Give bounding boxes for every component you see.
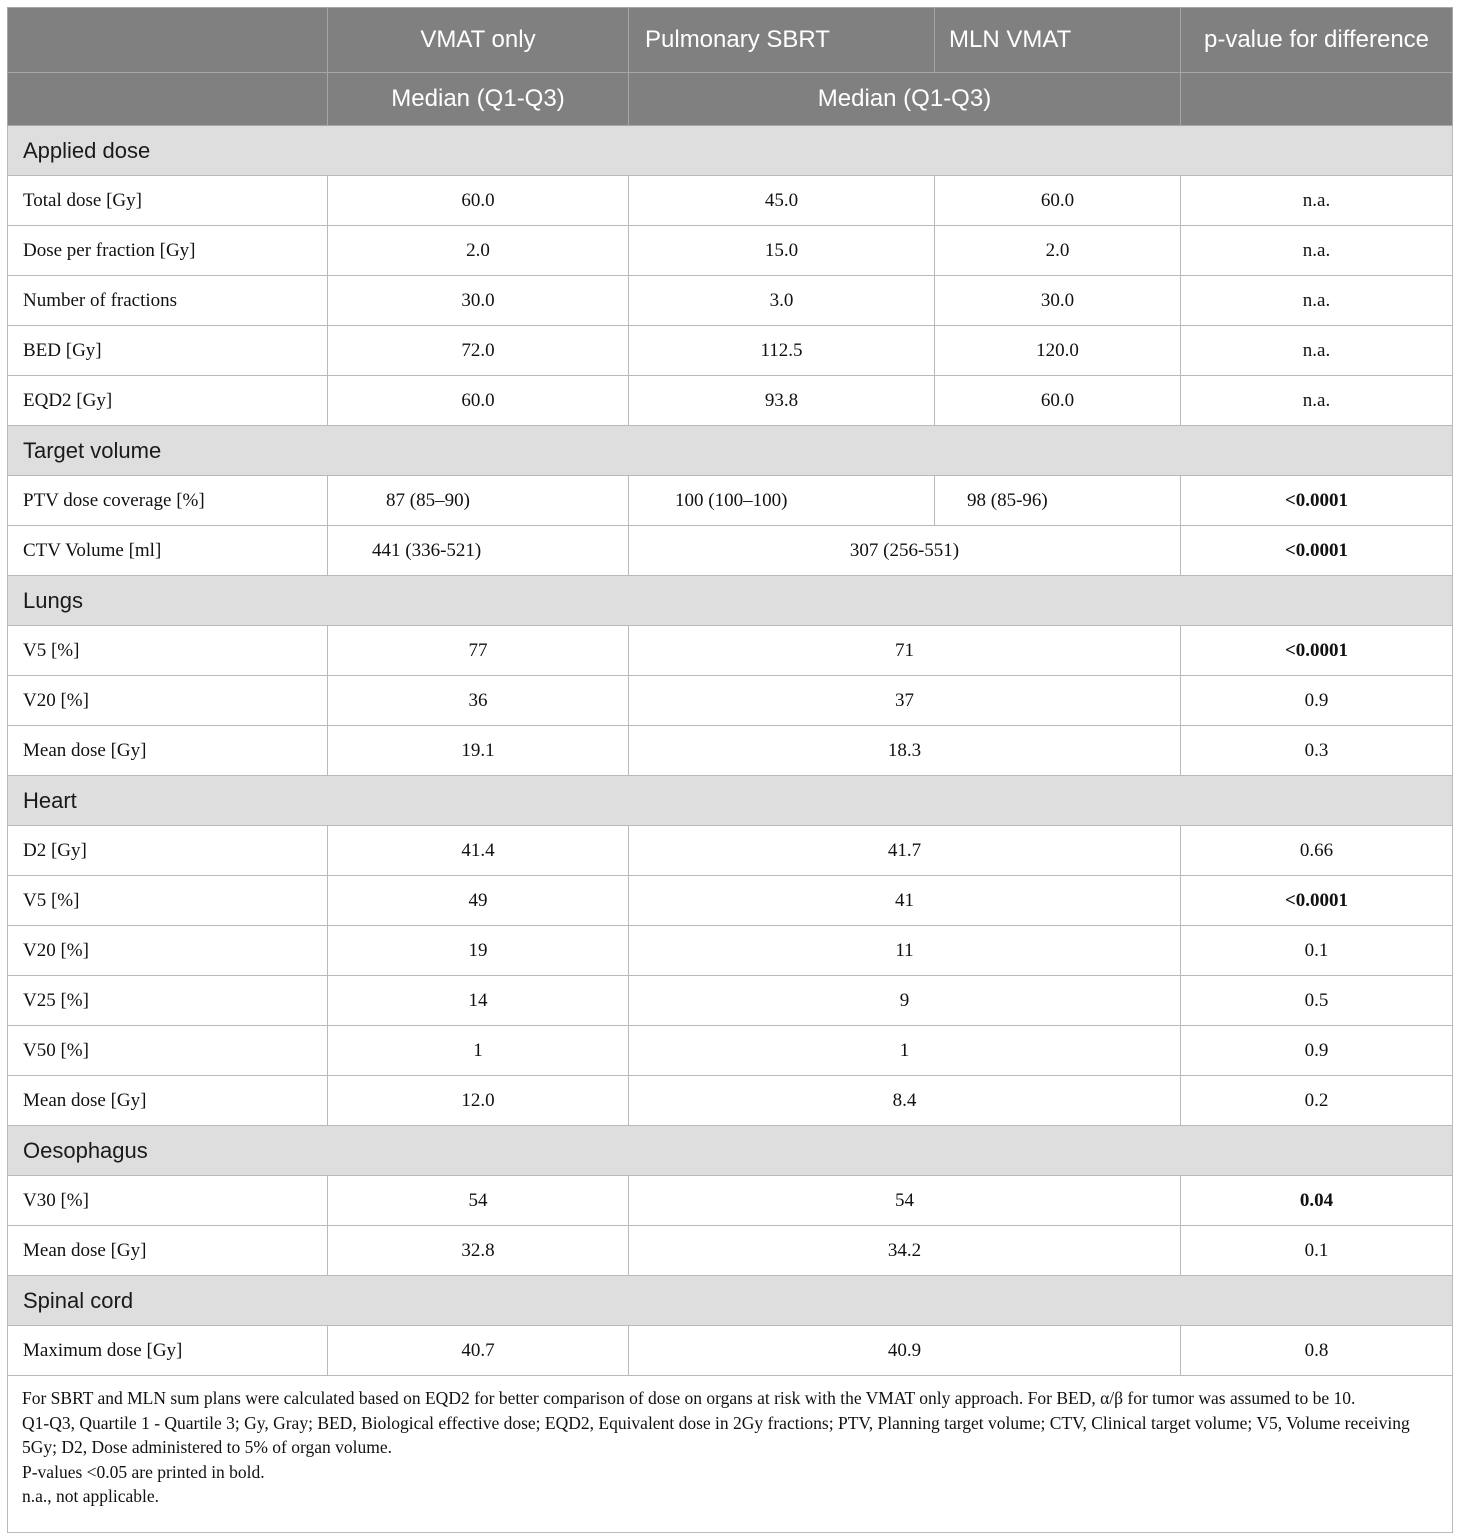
vmat-value: 41.4 [328, 826, 629, 876]
vmat-value: 441 (336-521) [328, 526, 629, 576]
vmat-value: 60.0 [328, 376, 629, 426]
table-row [8, 876, 1453, 926]
row-label: Mean dose [Gy] [8, 726, 328, 776]
header-empty-2 [8, 73, 328, 126]
p-value: 0.8 [1181, 1326, 1453, 1376]
table-row [8, 1076, 1453, 1126]
section-spinal-cord [8, 1276, 1453, 1326]
mln-value: 60.0 [935, 176, 1181, 226]
table-row [8, 176, 1453, 226]
combined-value: 18.3 [629, 726, 1181, 776]
table-footnote [8, 1376, 1453, 1533]
row-label: EQD2 [Gy] [8, 376, 328, 426]
section-heart [8, 776, 1453, 826]
header-row-2 [8, 73, 1453, 126]
p-value: <0.0001 [1181, 476, 1453, 526]
table-row [8, 826, 1453, 876]
mln-value: 2.0 [935, 226, 1181, 276]
section-title: Lungs [8, 576, 1453, 626]
header-median-combined: Median (Q1-Q3) [629, 73, 1181, 126]
row-label: BED [Gy] [8, 326, 328, 376]
table-row [8, 926, 1453, 976]
vmat-value: 49 [328, 876, 629, 926]
p-value: n.a. [1181, 326, 1453, 376]
vmat-value: 36 [328, 676, 629, 726]
footnote-line-1: For SBRT and MLN sum plans were calculated based on EQD2 for better comparison of dose on organs at risk with the VMAT only approach. For BED, α/β for tumor was assumed to be 10. [22, 1388, 1356, 1408]
table-row [8, 226, 1453, 276]
header-mln-vmat: MLN VMAT [935, 8, 1181, 73]
combined-value: 9 [629, 976, 1181, 1026]
p-value: 0.5 [1181, 976, 1453, 1026]
section-title: Spinal cord [8, 1276, 1453, 1326]
row-label: Number of fractions [8, 276, 328, 326]
row-label: D2 [Gy] [8, 826, 328, 876]
mln-value: 98 (85-96) [935, 476, 1181, 526]
row-label: V5 [%] [8, 876, 328, 926]
row-label: V50 [%] [8, 1026, 328, 1076]
vmat-value: 77 [328, 626, 629, 676]
combined-value: 37 [629, 676, 1181, 726]
vmat-value: 30.0 [328, 276, 629, 326]
header-vmat-only: VMAT only [328, 8, 629, 73]
table-row [8, 1176, 1453, 1226]
row-label: Mean dose [Gy] [8, 1226, 328, 1276]
table-row [8, 326, 1453, 376]
row-label: V30 [%] [8, 1176, 328, 1226]
section-title: Heart [8, 776, 1453, 826]
table-row [8, 276, 1453, 326]
combined-value: 8.4 [629, 1076, 1181, 1126]
sbrt-value: 112.5 [629, 326, 935, 376]
table-row [8, 1226, 1453, 1276]
combined-value: 41.7 [629, 826, 1181, 876]
section-lungs [8, 576, 1453, 626]
p-value: 0.66 [1181, 826, 1453, 876]
sbrt-value: 15.0 [629, 226, 935, 276]
p-value: n.a. [1181, 376, 1453, 426]
section-oesophagus [8, 1126, 1453, 1176]
table-row [8, 476, 1453, 526]
row-label: Mean dose [Gy] [8, 1076, 328, 1126]
p-value: <0.0001 [1181, 626, 1453, 676]
header-pulmonary-sbrt: Pulmonary SBRT [629, 8, 935, 73]
vmat-value: 87 (85–90) [328, 476, 629, 526]
footnote-line-3: P-values <0.05 are printed in bold. [22, 1461, 265, 1482]
footnote-cell [8, 1376, 1453, 1533]
p-value: n.a. [1181, 276, 1453, 326]
vmat-value: 2.0 [328, 226, 629, 276]
combined-value: 307 (256-551) [629, 526, 1181, 576]
vmat-value: 14 [328, 976, 629, 1026]
section-title: Target volume [8, 426, 1453, 476]
section-title: Oesophagus [8, 1126, 1453, 1176]
footnote-line-4: n.a., not applicable. [22, 1486, 160, 1506]
table-container [7, 7, 1452, 1533]
combined-value: 71 [629, 626, 1181, 676]
row-label: V20 [%] [8, 676, 328, 726]
mln-value: 120.0 [935, 326, 1181, 376]
p-value: 0.9 [1181, 1026, 1453, 1076]
combined-value: 1 [629, 1026, 1181, 1076]
row-label: CTV Volume [ml] [8, 526, 328, 576]
table-row [8, 1326, 1453, 1376]
sbrt-value: 3.0 [629, 276, 935, 326]
combined-value: 40.9 [629, 1326, 1181, 1376]
mln-value: 30.0 [935, 276, 1181, 326]
table-row [8, 976, 1453, 1026]
row-label: Total dose [Gy] [8, 176, 328, 226]
vmat-value: 12.0 [328, 1076, 629, 1126]
vmat-value: 60.0 [328, 176, 629, 226]
header-row-1 [8, 8, 1453, 73]
p-value: 0.9 [1181, 676, 1453, 726]
p-value: 0.3 [1181, 726, 1453, 776]
section-target-volume [8, 426, 1453, 476]
header-empty [8, 8, 328, 73]
p-value: <0.0001 [1181, 526, 1453, 576]
vmat-value: 40.7 [328, 1326, 629, 1376]
combined-value: 34.2 [629, 1226, 1181, 1276]
row-label: V20 [%] [8, 926, 328, 976]
vmat-value: 72.0 [328, 326, 629, 376]
sbrt-value: 45.0 [629, 176, 935, 226]
p-value: 0.04 [1181, 1176, 1453, 1226]
p-value: n.a. [1181, 176, 1453, 226]
table-row [8, 626, 1453, 676]
row-label: V5 [%] [8, 626, 328, 676]
table-row [8, 726, 1453, 776]
table-row [8, 676, 1453, 726]
row-label: PTV dose coverage [%] [8, 476, 328, 526]
table-row [8, 376, 1453, 426]
sbrt-value: 100 (100–100) [629, 476, 935, 526]
row-label: Maximum dose [Gy] [8, 1326, 328, 1376]
footnote-line-2: Q1-Q3, Quartile 1 - Quartile 3; Gy, Gray; BED, Biological effective dose; EQD2, Equivalent dose in 2Gy fractions; PTV, Planning target volume; CTV, Clinical target volume; V5, Volume receiving 5Gy; D2, Dose administered to 5% of organ volume. [22, 1412, 1410, 1457]
section-applied-dose [8, 126, 1453, 176]
vmat-value: 19 [328, 926, 629, 976]
table-row [8, 526, 1453, 576]
vmat-value: 19.1 [328, 726, 629, 776]
section-title: Applied dose [8, 126, 1453, 176]
vmat-value: 1 [328, 1026, 629, 1076]
p-value: 0.1 [1181, 1226, 1453, 1276]
p-value: <0.0001 [1181, 876, 1453, 926]
combined-value: 11 [629, 926, 1181, 976]
header-p-value: p-value for difference [1181, 8, 1453, 73]
combined-value: 54 [629, 1176, 1181, 1226]
sbrt-value: 93.8 [629, 376, 935, 426]
table-row [8, 1026, 1453, 1076]
vmat-value: 32.8 [328, 1226, 629, 1276]
header-empty-3 [1181, 73, 1453, 126]
combined-value: 41 [629, 876, 1181, 926]
p-value: n.a. [1181, 226, 1453, 276]
dose-comparison-table [7, 7, 1453, 1533]
row-label: V25 [%] [8, 976, 328, 1026]
p-value: 0.2 [1181, 1076, 1453, 1126]
header-median-vmat: Median (Q1-Q3) [328, 73, 629, 126]
p-value: 0.1 [1181, 926, 1453, 976]
vmat-value: 54 [328, 1176, 629, 1226]
mln-value: 60.0 [935, 376, 1181, 426]
row-label: Dose per fraction [Gy] [8, 226, 328, 276]
